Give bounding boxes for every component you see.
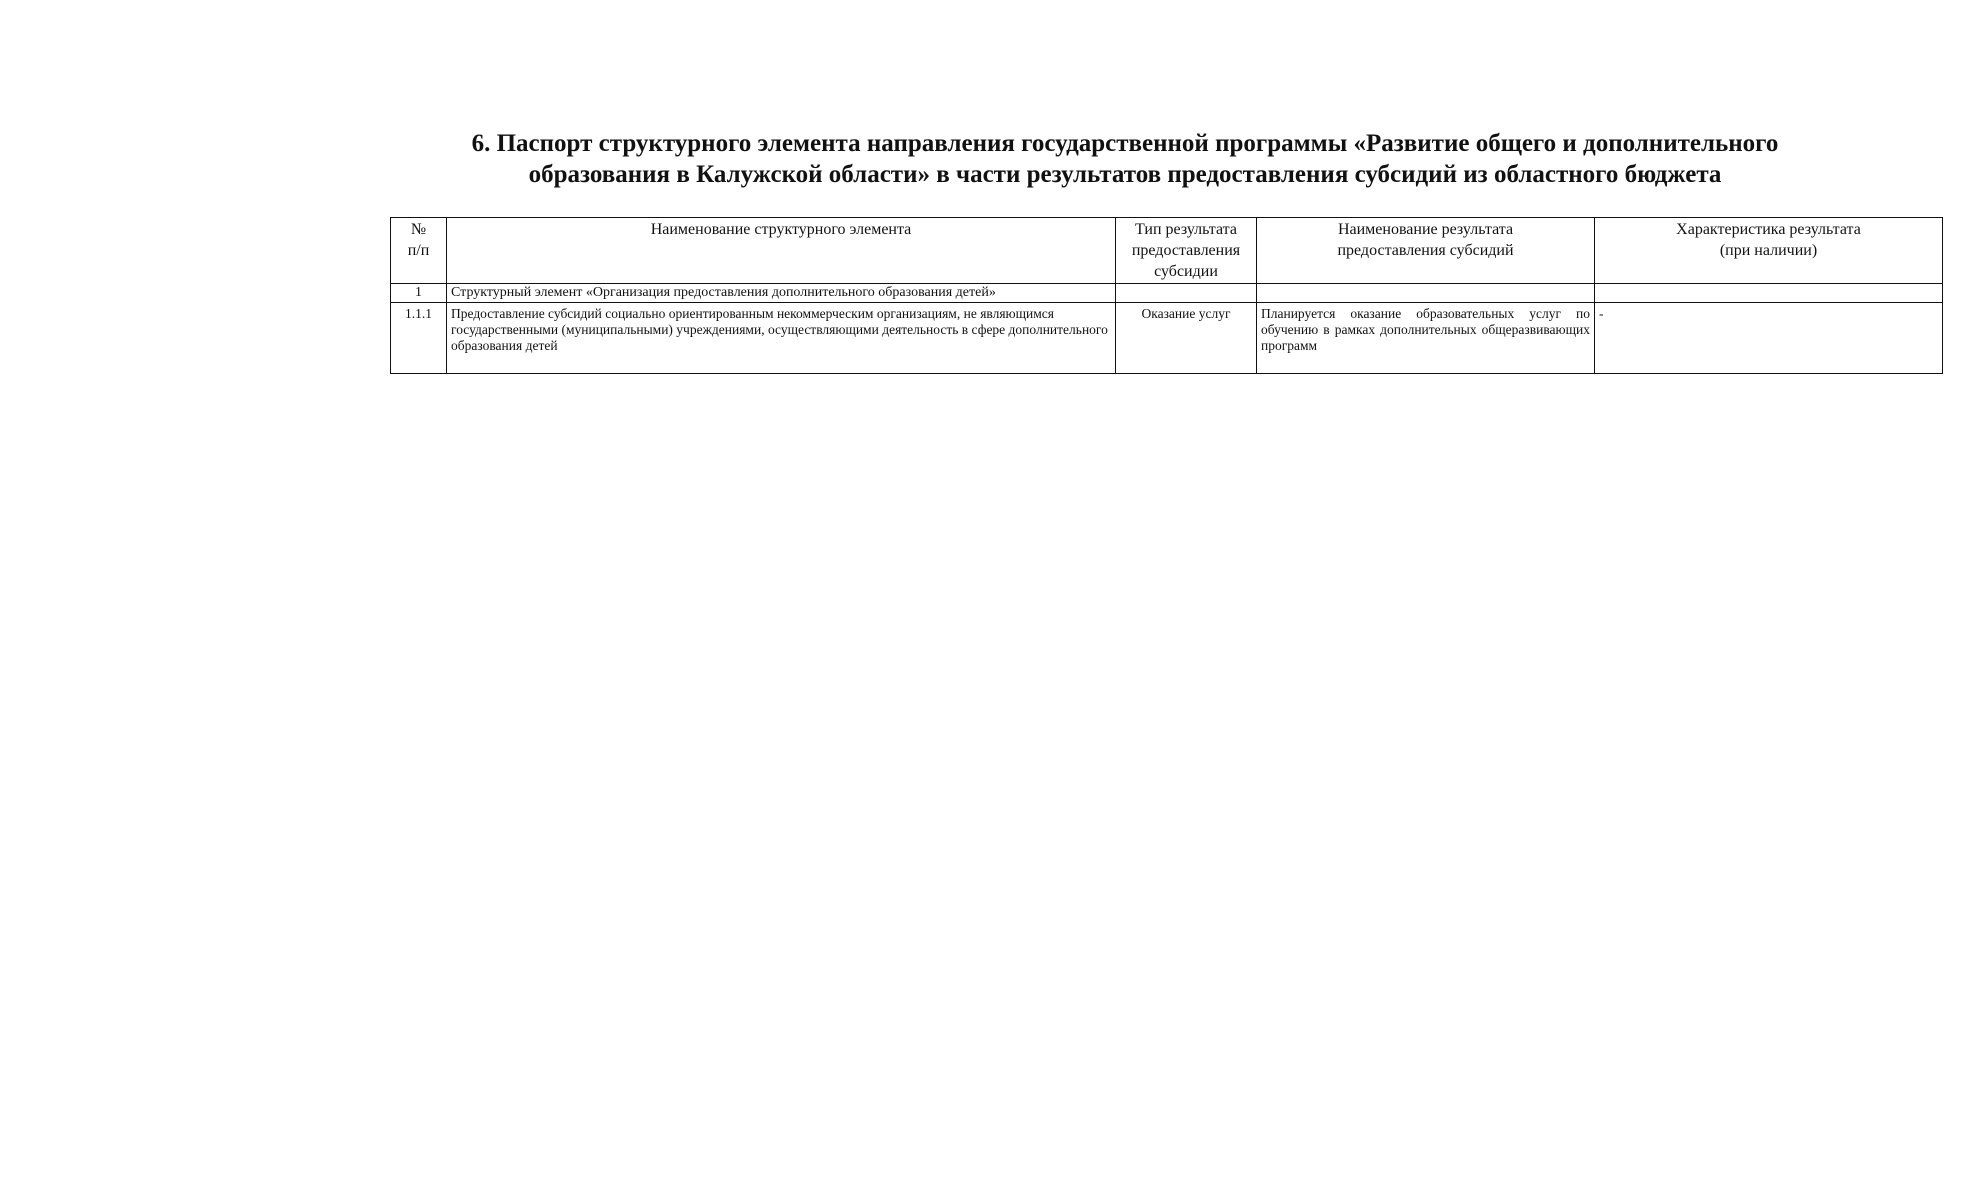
table-row <box>391 303 1943 374</box>
table-section-row <box>391 284 1943 303</box>
header-result-characteristic: Характеристика результата (при наличии) <box>1595 218 1943 284</box>
page-title <box>390 128 1860 190</box>
section-characteristic <box>1595 284 1943 303</box>
section-number: 1 <box>391 284 447 303</box>
header-result-name: Наименование результата предоставления субсидий <box>1257 218 1595 284</box>
section-result-name <box>1257 284 1595 303</box>
row-element-name: Предоставление субсидий социально ориентированным некоммерческим организациям, не являющимся государственными (муниципальными) учреждениями, осуществляющими деятельность в сфере дополнительного образования детей <box>447 303 1116 374</box>
header-element-name: Наименование структурного элемента <box>447 218 1116 284</box>
row-result-name: Планируется оказание образовательных услуг по обучению в рамках дополнительных общеразвивающих программ <box>1257 303 1595 374</box>
passport-table <box>390 217 1943 374</box>
table-header-row <box>391 218 1943 284</box>
section-result-type <box>1116 284 1257 303</box>
row-number: 1.1.1 <box>391 303 447 374</box>
header-result-type: Тип результата предоставления субсидии <box>1116 218 1257 284</box>
section-name: Структурный элемент «Организация предоставления дополнительного образования детей» <box>447 284 1116 303</box>
header-number: № п/п <box>391 218 447 284</box>
page-title-line-1: 6. Паспорт структурного элемента направления государственной программы «Развитие общего и дополнительного <box>471 130 1779 157</box>
row-characteristic: - <box>1595 303 1943 374</box>
page-title-line-2: образования в Калужской области» в части результатов предоставления субсидий из областного бюджета <box>528 161 1722 188</box>
row-result-type: Оказание услуг <box>1116 303 1257 374</box>
